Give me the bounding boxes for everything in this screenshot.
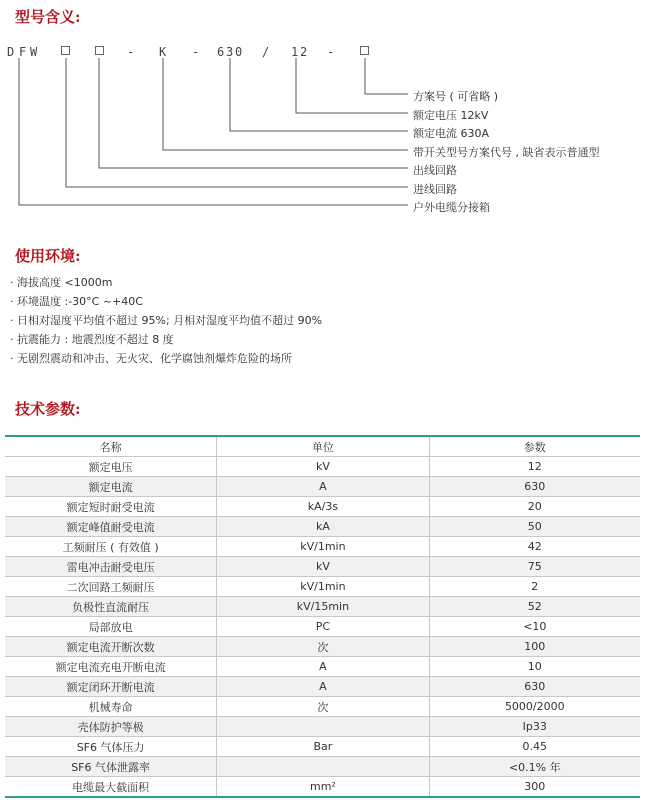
cell-value: 20 — [429, 497, 640, 517]
cell-value: 0.45 — [429, 737, 640, 757]
cell-value: 52 — [429, 597, 640, 617]
table-row — [5, 777, 640, 798]
cell-unit: Bar — [217, 737, 429, 757]
table-row — [5, 577, 640, 597]
code-char-w: W — [30, 45, 38, 59]
cell-name: 机械寿命 — [5, 697, 217, 717]
cell-name: 额定峰值耐受电流 — [5, 517, 217, 537]
cell-value: 50 — [429, 517, 640, 537]
cell-unit: PC — [217, 617, 429, 637]
cell-value: 2 — [429, 577, 640, 597]
code-dash-2: - — [192, 45, 200, 59]
cell-name: 额定电流充电开断电流 — [5, 657, 217, 677]
label-outdoor-box: 户外电缆分接箱 — [413, 201, 490, 214]
cell-name: 二次回路工频耐压 — [5, 577, 217, 597]
cell-unit: A — [217, 677, 429, 697]
code-char-0: 0 — [235, 45, 243, 59]
table-row — [5, 617, 640, 637]
cell-unit: kV/15min — [217, 597, 429, 617]
table-row — [5, 757, 640, 777]
table-row — [5, 717, 640, 737]
cell-value: 100 — [429, 637, 640, 657]
code-char-6: 6 — [217, 45, 225, 59]
code-char-1: 1 — [291, 45, 299, 59]
environment-list — [10, 273, 322, 368]
env-temperature: · 环境温度 :-30°C ~+40C — [10, 295, 143, 308]
table-row — [5, 497, 640, 517]
code-dash-3: - — [327, 45, 335, 59]
cell-unit: kA — [217, 517, 429, 537]
cell-unit: kV — [217, 457, 429, 477]
cell-name: 壳体防护等极 — [5, 717, 217, 737]
label-incoming-loop: 进线回路 — [413, 183, 457, 196]
cell-unit: kA/3s — [217, 497, 429, 517]
env-seismic: · 抗震能力 : 地震烈度不超过 8 度 — [10, 333, 174, 346]
code-slash: / — [262, 45, 270, 59]
cell-name: 负极性直流耐压 — [5, 597, 217, 617]
env-altitude: · 海拔高度 <1000m — [10, 276, 113, 289]
cell-value: <0.1% 年 — [429, 757, 640, 777]
env-conditions: · 无剧烈震动和冲击、无火灾、化学腐蚀剂爆炸危险的场所 — [10, 352, 292, 365]
cell-unit: kV/1min — [217, 577, 429, 597]
connector-switch — [163, 58, 408, 150]
technical-params-table — [5, 435, 640, 798]
table-row — [5, 537, 640, 557]
cell-value: 10 — [429, 657, 640, 677]
cell-unit: 次 — [217, 637, 429, 657]
code-char-3: 3 — [226, 45, 234, 59]
cell-unit: A — [217, 477, 429, 497]
code-char-d: D — [7, 45, 15, 59]
environment-title: 使用环境: — [15, 247, 81, 265]
label-switch-scheme: 带开关型号方案代号 , 缺省表示普通型 — [413, 146, 600, 159]
cell-name: 额定电压 — [5, 457, 217, 477]
cell-name: SF6 气体泄露率 — [5, 757, 217, 777]
cell-value: 5000/2000 — [429, 697, 640, 717]
table-row — [5, 457, 640, 477]
table-row — [5, 637, 640, 657]
cell-value: 630 — [429, 677, 640, 697]
code-char-f: F — [19, 45, 27, 59]
header-value: 参数 — [429, 436, 640, 457]
cell-unit: mm² — [217, 777, 429, 798]
cell-value: Ip33 — [429, 717, 640, 737]
cell-unit — [217, 717, 429, 737]
code-dash-1: - — [127, 45, 135, 59]
env-humidity: · 日相对湿度平均值不超过 95%; 月相对湿度平均值不超过 90% — [10, 314, 323, 327]
cell-name: 额定短时耐受电流 — [5, 497, 217, 517]
header-name: 名称 — [5, 436, 217, 457]
cell-unit: A — [217, 657, 429, 677]
cell-value: <10 — [429, 617, 640, 637]
table-row — [5, 597, 640, 617]
cell-name: 额定电流 — [5, 477, 217, 497]
cell-name: 额定电流开断次数 — [5, 637, 217, 657]
label-outgoing-loop: 出线回路 — [413, 164, 457, 177]
cell-unit: 次 — [217, 697, 429, 717]
table-row — [5, 477, 640, 497]
connector-scheme — [365, 58, 408, 94]
table-row — [5, 657, 640, 677]
code-char-k: K — [159, 45, 167, 59]
cell-value: 75 — [429, 557, 640, 577]
table-row — [5, 737, 640, 757]
table-header-row — [5, 436, 640, 457]
cell-name: 电缆最大截面积 — [5, 777, 217, 798]
header-unit: 单位 — [217, 436, 429, 457]
cell-name: 工频耐压 ( 有效值 ) — [5, 537, 217, 557]
model-meaning-title: 型号含义: — [15, 8, 81, 26]
table-body — [5, 457, 640, 798]
cell-value: 630 — [429, 477, 640, 497]
cell-value: 300 — [429, 777, 640, 798]
cell-unit — [217, 757, 429, 777]
table-row — [5, 697, 640, 717]
label-rated-voltage: 额定电压 12kV — [413, 109, 489, 122]
cell-unit: kV/1min — [217, 537, 429, 557]
model-code-diagram — [0, 0, 650, 240]
connector-voltage — [296, 58, 408, 113]
cell-value: 42 — [429, 537, 640, 557]
cell-unit: kV — [217, 557, 429, 577]
table-row — [5, 677, 640, 697]
code-char-2: 2 — [300, 45, 308, 59]
table-row — [5, 557, 640, 577]
cell-name: SF6 气体压力 — [5, 737, 217, 757]
technical-params-title: 技术参数: — [15, 400, 81, 418]
cell-name: 局部放电 — [5, 617, 217, 637]
cell-name: 额定闭环开断电流 — [5, 677, 217, 697]
cell-value: 12 — [429, 457, 640, 477]
label-rated-current: 额定电流 630A — [413, 127, 490, 140]
cell-name: 雷电冲击耐受电压 — [5, 557, 217, 577]
table-row — [5, 517, 640, 537]
label-scheme-number: 方案号 ( 可省略 ) — [413, 90, 499, 103]
